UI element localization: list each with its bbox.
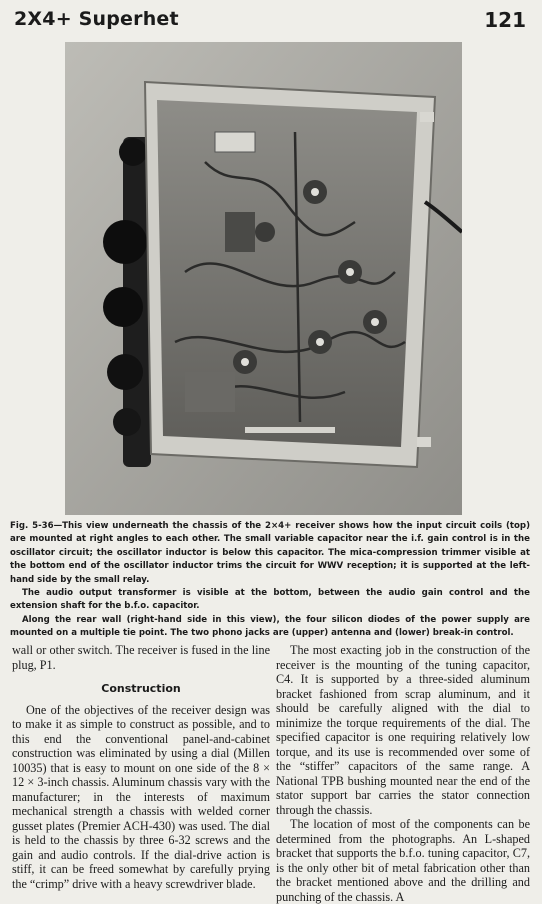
audio-transformer xyxy=(185,372,235,412)
chassis-photo-illustration xyxy=(65,42,462,515)
chassis-photograph xyxy=(65,42,462,515)
transformer xyxy=(225,212,255,252)
running-title: 2X4+ Superhet xyxy=(14,8,179,30)
caption-paragraph: The audio output transformer is visible at the bottom, between the audio gain control and the extension shaft for the b.f.o. capacitor. xyxy=(10,588,530,612)
page-number: 121 xyxy=(484,8,526,32)
continuation-paragraph: wall or other switch. The receiver is fused in the line plug, P1. xyxy=(12,643,270,672)
body-paragraph: The most exacting job in the construction of the receiver is the mounting of the tuning capacitor, C4. It is supported by a three-sided aluminum bracket fashioned from scrap aluminum, and it should be carefully aligned with the dial to minimize the torque requirements of the dial. The specified capacitor is one requiring relatively low torque, and its use is recommended over some of the “stiffer” capacitors of the same range. A National TPB bushing mounted near the end of the stator support bar carries the stator connection through the chassis. xyxy=(276,643,530,817)
caption-paragraph: Fig. 5-36—This view underneath the chassis of the 2×4+ receiver shows how the input circuit coils (top) are mounted at right angles to each other. The small variable capacitor near the i.f. gain control is in the oscillator circuit; the oscillator inductor is below this capacitor. The mica-compression trimmer visible at the bottom end of the oscillator inductor trims the circuit for WWV reception; it is supported at the left-hand side by the small relay. xyxy=(10,521,530,585)
caption-paragraph: Along the rear wall (right-hand side in this view), the four silicon diodes of the power supply are mounted on a multiple tie point. The two phono jacks are (upper) antenna and (lower) break-in control. xyxy=(10,614,530,639)
figure-caption xyxy=(10,520,530,641)
body-paragraph: The location of most of the components can be determined from the photographs. An L-shaped bracket that supports the b.f.o. tuning capacitor, C7, is the only other bit of metal fabrication other than the bracket mentioned above and the drilling and punching of the chassis. A xyxy=(276,817,530,904)
section-heading-construction: Construction xyxy=(101,682,181,695)
extension-shaft xyxy=(245,427,335,433)
construction-paragraph: One of the objectives of the receiver design was to make it as simple to construct as possible, and to this end the conventional panel-and-cabinet construction was eliminated by using a dial (Millen 10035) that is easy to mount on one side of the 8 × 12 × 3-inch chassis. Aluminum chassis vary with the manufacturer; in the interests of maximum mechanical strength a chassis with welded corner gusset plates (Premier ACH-430) was used. The dial is held to the chassis by three 6-32 screws and the gain and audio controls. If the dial-drive action is stiff, it can be freed somewhat by carefully prying the “crimp” drive with a heavy screwdriver blade. xyxy=(12,702,270,891)
knob-icon xyxy=(103,220,147,264)
left-column xyxy=(12,643,270,891)
page-header xyxy=(14,6,528,36)
knob-icon xyxy=(113,408,141,436)
knob-icon xyxy=(119,138,147,166)
knob-icon xyxy=(103,287,143,327)
right-column xyxy=(276,643,530,904)
knob-icon xyxy=(107,354,143,390)
coil-form xyxy=(215,132,255,152)
